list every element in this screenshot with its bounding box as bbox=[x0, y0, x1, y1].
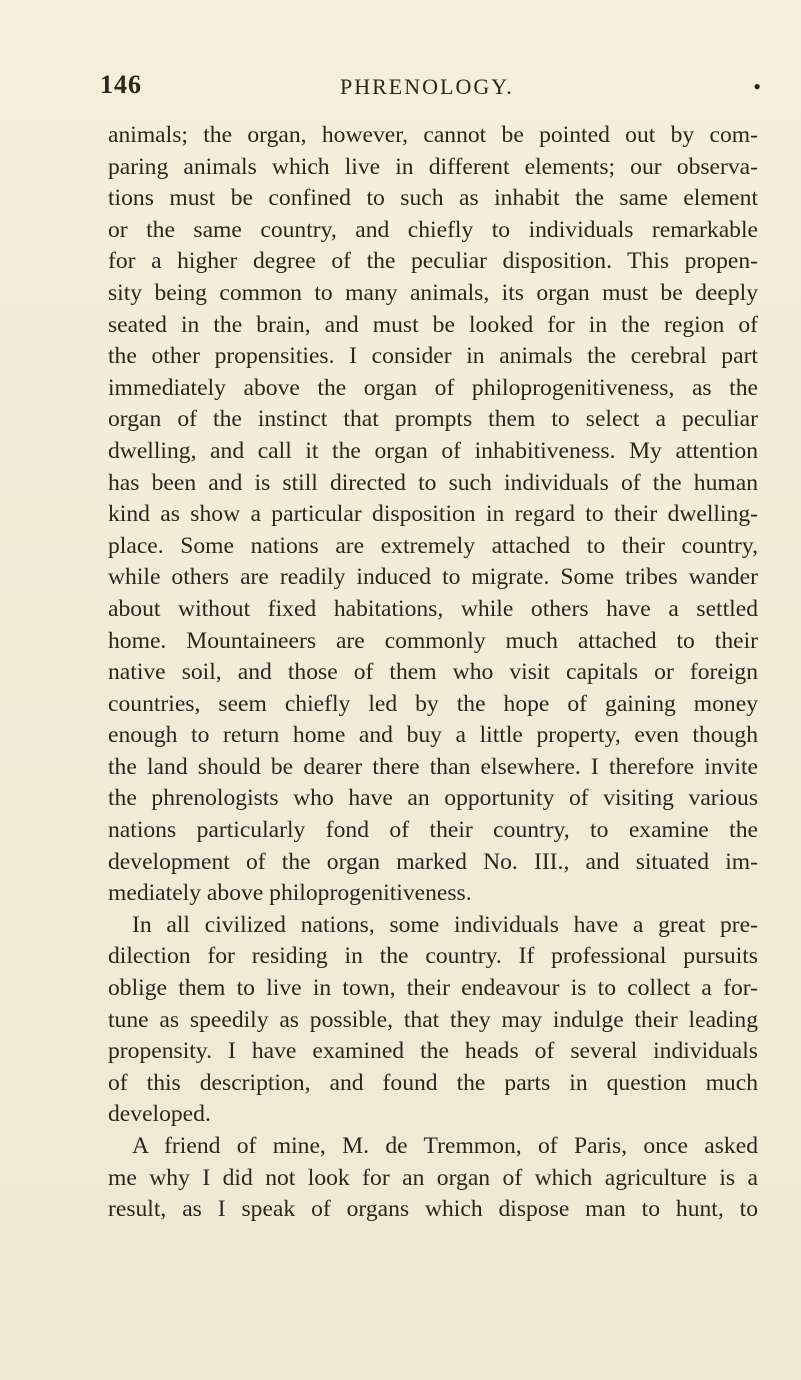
text-line: propensity. I have examined the heads of several individuals bbox=[108, 1038, 758, 1065]
text-line: developed. bbox=[108, 1101, 211, 1128]
text-line: enough to return home and buy a little property, even though bbox=[108, 722, 758, 749]
text-line: countries, seem chiefly led by the hope of gaining money bbox=[108, 690, 758, 717]
text-line: seated in the brain, and must be looked for in the region of bbox=[108, 311, 758, 338]
text-line: dwelling, and call it the organ of inhabitiveness. My attention bbox=[108, 437, 758, 464]
page-number: 146 bbox=[100, 70, 142, 99]
text-line: home. Mountaineers are commonly much attached to their bbox=[108, 627, 758, 654]
text-line: the land should be dearer there than elsewhere. I therefore invite bbox=[108, 753, 758, 780]
text-line: nations particularly fond of their country, to examine the bbox=[108, 817, 758, 844]
text-line: result, as I speak of organs which dispose man to hunt, to bbox=[108, 1196, 758, 1223]
text-line: immediately above the organ of philoprogenitiveness, as the bbox=[108, 374, 758, 401]
text-line: paring animals which live in different elements; our observa- bbox=[108, 153, 758, 180]
text-line: tune as speedily as possible, that they may indulge their leading bbox=[108, 1006, 758, 1033]
text-line: kind as show a particular disposition in regard to their dwelling- bbox=[108, 501, 758, 528]
text-line: In all civilized nations, some individuals have a great pre- bbox=[132, 911, 758, 938]
text-line: the other propensities. I consider in animals the cerebral part bbox=[108, 343, 758, 370]
text-line: sity being common to many animals, its organ must be deeply bbox=[108, 279, 758, 306]
text-line: while others are readily induced to migrate. Some tribes wander bbox=[108, 564, 758, 591]
text-line: or the same country, and chiefly to individuals remarkable bbox=[108, 216, 758, 243]
text-line: A friend of mine, M. de Tremmon, of Paris, once asked bbox=[132, 1133, 758, 1159]
page-header bbox=[100, 70, 761, 110]
text-line: dilection for residing in the country. If professional pursuits bbox=[108, 943, 758, 970]
text-line: has been and is still directed to such individuals of the human bbox=[108, 469, 758, 496]
header-mark: • bbox=[753, 74, 761, 99]
running-head: PHRENOLOGY. bbox=[340, 74, 514, 99]
text-line: tions must be confined to such as inhabit the same element bbox=[108, 185, 758, 212]
text-line: development of the organ marked No. III., and situated im- bbox=[108, 848, 758, 875]
text-line: me why I did not look for an organ of which agriculture is a bbox=[108, 1164, 758, 1191]
text-line: animals; the organ, however, cannot be pointed out by com- bbox=[108, 122, 758, 148]
text-line: about without fixed habitations, while others have a settled bbox=[108, 595, 758, 622]
text-line: organ of the instinct that prompts them to select a peculiar bbox=[108, 406, 758, 433]
text-line: the phrenologists who have an opportunity of visiting various bbox=[108, 785, 758, 812]
text-line: native soil, and those of them who visit capitals or foreign bbox=[108, 659, 758, 686]
text-line: mediately above philoprogenitiveness. bbox=[108, 880, 472, 907]
text-line: place. Some nations are extremely attached to their country, bbox=[108, 532, 758, 559]
text-line: of this description, and found the parts in question much bbox=[108, 1069, 758, 1096]
body-text bbox=[108, 120, 758, 1226]
text-line: oblige them to live in town, their endeavour is to collect a for- bbox=[108, 975, 758, 1002]
text-line: for a higher degree of the peculiar disposition. This propen- bbox=[108, 248, 758, 275]
